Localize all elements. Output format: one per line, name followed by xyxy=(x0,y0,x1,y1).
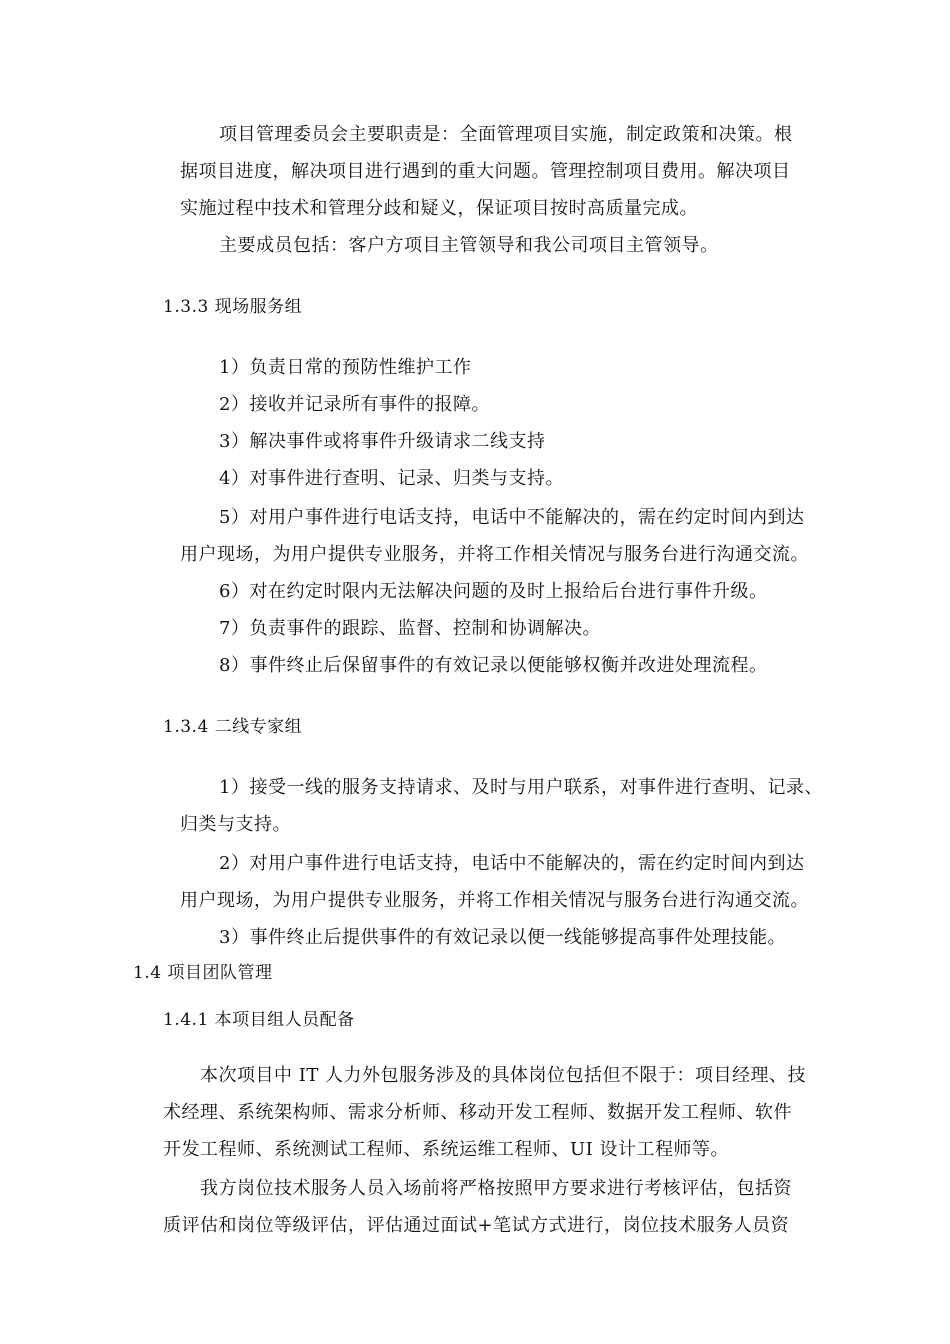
onsite-item-1: 1）负责日常的预防性维护工作 xyxy=(219,357,472,378)
section-heading-1-4: 1.4 项目团队管理 xyxy=(133,963,273,983)
section-heading-1-3-3: 1.3.3 现场服务组 xyxy=(163,297,303,317)
onsite-item-4: 4）对事件进行查明、记录、归类与支持。 xyxy=(219,468,564,489)
onsite-item-3: 3）解决事件或将事件升级请求二线支持 xyxy=(219,431,546,452)
section-heading-1-3-4: 1.3.4 二线专家组 xyxy=(163,717,303,737)
staffing-paragraph-line-3: 开发工程师、系统测试工程师、系统运维工程师、UI 设计工程师等。 xyxy=(163,1139,729,1160)
expert-item-3: 3）事件终止后提供事件的有效记录以便一线能够提高事件处理技能。 xyxy=(219,927,786,948)
onsite-item-2: 2）接收并记录所有事件的报障。 xyxy=(219,394,490,415)
section-heading-1-4-1: 1.4.1 本项目组人员配备 xyxy=(163,1010,355,1030)
staffing-paragraph-line-2: 术经理、系统架构师、需求分析师、移动开发工程师、数据开发工程师、软件 xyxy=(163,1102,792,1123)
assessment-paragraph-line-2: 质评估和岗位等级评估，评估通过面试+笔试方式进行，岗位技术服务人员资 xyxy=(163,1215,790,1236)
assessment-paragraph-line-1: 我方岗位技术服务人员入场前将严格按照甲方要求进行考核评估，包括资 xyxy=(200,1178,792,1199)
onsite-item-8: 8）事件终止后保留事件的有效记录以便能够权衡并改进处理流程。 xyxy=(219,655,768,676)
onsite-item-6: 6）对在约定时限内无法解决问题的及时上报给后台进行事件升级。 xyxy=(219,581,768,602)
onsite-item-5: 5）对用户事件进行电话支持，电话中不能解决的，需在约定时间内到达 xyxy=(219,507,805,528)
onsite-item-7: 7）负责事件的跟踪、监督、控制和协调解决。 xyxy=(219,618,601,639)
expert-item-1-continued: 归类与支持。 xyxy=(180,814,291,835)
expert-item-2: 2）对用户事件进行电话支持，电话中不能解决的，需在约定时间内到达 xyxy=(219,853,805,874)
staffing-paragraph-line-1: 本次项目中 IT 人力外包服务涉及的具体岗位包括但不限于：项目经理、技 xyxy=(200,1065,807,1086)
committee-paragraph-line-3: 实施过程中技术和管理分歧和疑义，保证项目按时高质量完成。 xyxy=(180,198,698,219)
onsite-item-5-continued: 用户现场，为用户提供专业服务，并将工作相关情况与服务台进行沟通交流。 xyxy=(180,544,809,565)
expert-item-1: 1）接受一线的服务支持请求、及时与用户联系，对事件进行查明、记录、 xyxy=(219,777,823,798)
committee-members-paragraph: 主要成员包括：客户方项目主管领导和我公司项目主管领导。 xyxy=(219,235,719,256)
expert-item-2-continued: 用户现场，为用户提供专业服务，并将工作相关情况与服务台进行沟通交流。 xyxy=(180,890,809,911)
committee-paragraph-line-1: 项目管理委员会主要职责是：全面管理项目实施，制定政策和决策。根 xyxy=(219,124,793,145)
committee-paragraph-line-2: 据项目进度，解决项目进行遇到的重大问题。管理控制项目费用。解决项目 xyxy=(180,161,791,182)
